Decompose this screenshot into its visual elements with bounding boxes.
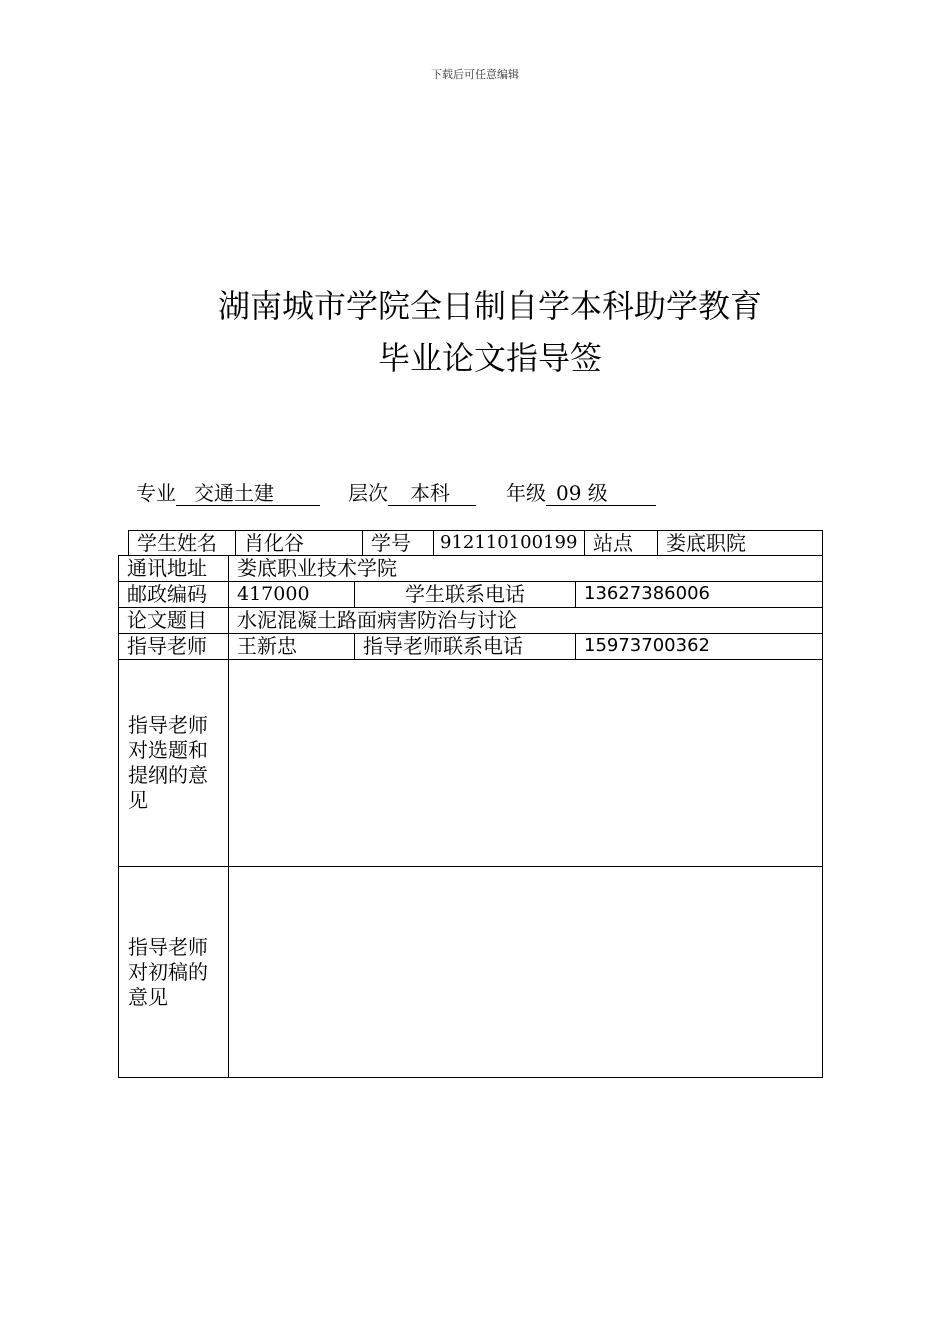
- opinion-draft-content[interactable]: [228, 866, 823, 1078]
- thesis-value: 水泥混凝土路面病害防治与讨论: [228, 607, 823, 634]
- page-title-line1: 湖南城市学院全日制自学本科助学教育: [217, 287, 762, 325]
- station-value: 娄底职院: [657, 530, 823, 556]
- major-label: 专业: [136, 481, 176, 505]
- opinion-draft-label-cell: [118, 866, 229, 1078]
- level-label: 层次: [348, 481, 388, 505]
- header-note: 下载后可任意编辑: [431, 68, 519, 81]
- advisor-value: 王新忠: [228, 633, 355, 660]
- postcode-value: 417000: [228, 581, 355, 608]
- level-value: 本科: [388, 480, 476, 506]
- opinion-outline-label: 指导老师对选题和提纲的意见: [128, 713, 208, 812]
- advisor-label: 指导老师: [118, 633, 229, 660]
- major-value: 交通土建: [176, 480, 320, 506]
- opinion-outline-content[interactable]: [228, 659, 823, 867]
- grade-value: 09 级: [546, 480, 656, 506]
- meta-grade: [506, 479, 656, 509]
- address-label: 通讯地址: [118, 555, 229, 582]
- student-id-label: 学号: [362, 530, 434, 556]
- student-id-value: 912110100199: [433, 530, 585, 556]
- thesis-label: 论文题目: [118, 607, 229, 634]
- opinion-draft-label: 指导老师对初稿的意见: [128, 935, 208, 1009]
- address-value: 娄底职业技术学院: [228, 555, 823, 582]
- station-label: 站点: [584, 530, 658, 556]
- advisor-phone-label: 指导老师联系电话: [354, 633, 576, 660]
- meta-level: [348, 479, 476, 509]
- page-title-line2: 毕业论文指导签: [377, 339, 602, 377]
- grade-label: 年级: [506, 481, 546, 505]
- opinion-outline-label-cell: [118, 659, 229, 867]
- meta-major: [136, 479, 320, 509]
- student-phone-label: 学生联系电话: [354, 581, 576, 608]
- student-name-label: 学生姓名: [128, 530, 236, 556]
- student-phone-value: 13627386006: [575, 581, 823, 608]
- postcode-label: 邮政编码: [118, 581, 229, 608]
- student-name-value: 肖化谷: [235, 530, 363, 556]
- advisor-phone-value: 15973700362: [575, 633, 823, 660]
